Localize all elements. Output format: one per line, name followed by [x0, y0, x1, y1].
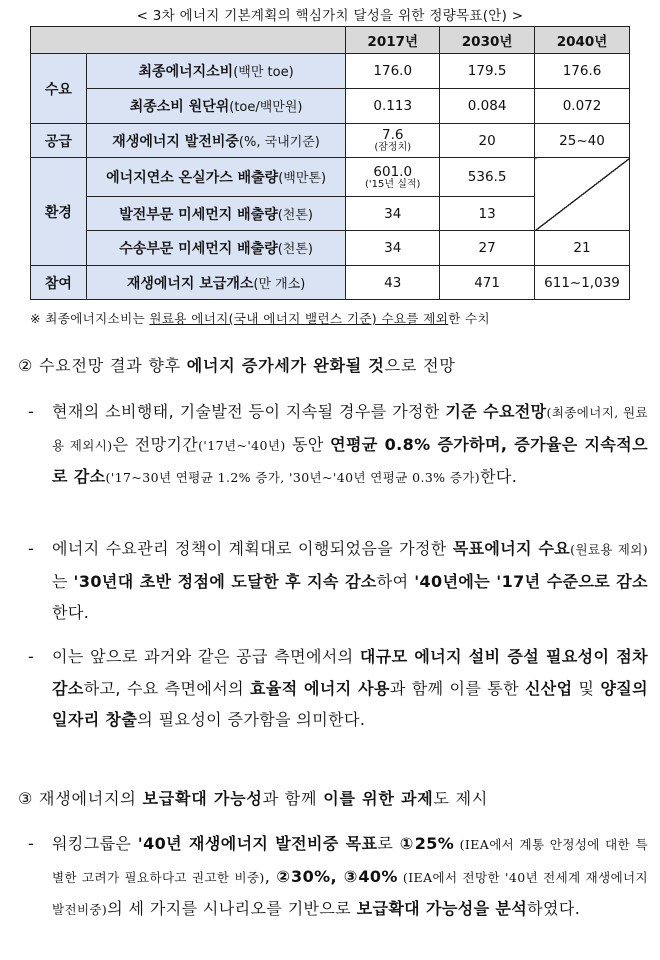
table-caption: < 3차 에너지 기본계획의 핵심가치 달성을 위한 정량목표(안) > [136, 8, 524, 24]
header-2040: 2040년 [535, 27, 630, 54]
category-participation: 참여 [31, 266, 87, 300]
value-2030: 0.084 [440, 89, 535, 124]
indicator-renewable-sites: 재생에너지 보급개소(만 개소) [86, 266, 345, 300]
table-row [31, 231, 630, 266]
value-2017: 7.6 (잠정치) [346, 124, 440, 158]
paragraph-implication: - 이는 앞으로 과거와 같은 공급 측면에서의 대규모 에너지 설비 증설 필요성이 점차 감소하고, 수요 측면에서의 효율적 에너지 사용과 함께 이를 통한 신산업 및 양질의 일자리 창출의 필요성이 증가함을 의미한다. [28, 641, 648, 736]
section-heading-2: ② 수요전망 결과 향후 에너지 증가세가 완화될 것으로 전망 [18, 356, 456, 375]
value-2017: 176.0 [346, 54, 440, 89]
bullet-dash: - [28, 539, 35, 558]
empty-diagonal-cell [535, 158, 630, 231]
category-environment: 환경 [31, 158, 87, 266]
value-2040: 176.6 [535, 54, 630, 89]
value-2030: 471 [440, 266, 535, 300]
value-2030: 20 [440, 124, 535, 158]
value-2030: 27 [440, 231, 535, 266]
value-2040: 21 [535, 231, 630, 266]
section-heading-3: ③ 재생에너지의 보급확대 가능성과 함께 이를 위한 과제도 제시 [18, 789, 489, 808]
indicator-final-energy: 최종에너지소비(백만 toe) [86, 54, 345, 89]
header-blank [31, 27, 346, 54]
table-row [31, 124, 630, 158]
table-row [31, 266, 630, 300]
paragraph-renewable-scenarios: - 워킹그룹은 '40년 재생에너지 발전비중 목표로 ①25% (IEA에서 계통 안정성에 대한 특별한 고려가 필요하다고 권고한 비중), ②30%, ③40% (IEA에서 전망한 '40년 전세계 재생에너지 발전비중)의 세 가지를 시나리오를 기반으로 보급확대 가능성을 분석하였다. [28, 828, 648, 926]
indicator-transport-dust: 수송부문 미세먼지 배출량(천톤) [86, 231, 345, 266]
table-row [31, 54, 630, 89]
value-2040: 611~1,039 [535, 266, 630, 300]
table-row [31, 89, 630, 124]
quantitative-goals-table [30, 26, 630, 300]
value-2017: 34 [346, 231, 440, 266]
indicator-ghg-emissions: 에너지연소 온실가스 배출량(백만톤) [86, 158, 345, 197]
value-2017: 43 [346, 266, 440, 300]
header-2030: 2030년 [440, 27, 535, 54]
table-row [31, 158, 630, 197]
value-2040: 0.072 [535, 89, 630, 124]
table-header-row [31, 27, 630, 54]
paragraph-target-demand: - 에너지 수요관리 정책이 계획대로 이행되었음을 가정한 목표에너지 수요(원료용 제외)는 '30년대 초반 정점에 도달한 후 지속 감소하여 '40년에는 '17년 수준으로 감소한다. [28, 533, 648, 629]
value-2030: 536.5 [440, 158, 535, 197]
value-2030: 179.5 [440, 54, 535, 89]
indicator-energy-intensity: 최종소비 원단위(toe/백만원) [86, 89, 345, 124]
value-2040: 25~40 [535, 124, 630, 158]
value-2017: 0.113 [346, 89, 440, 124]
bullet-dash: - [28, 647, 35, 666]
header-2017: 2017년 [346, 27, 440, 54]
value-2017: 601.0 ('15년 실적) [346, 158, 440, 197]
bullet-dash: - [28, 834, 35, 853]
paragraph-baseline-demand: - 현재의 소비행태, 기술발전 등이 지속될 경우를 가정한 기준 수요전망(최종에너지, 원료용 제외시)은 전망기간('17년~'40년) 동안 연평균 0.8% 증가하며, 증가율은 지속적으로 감소('17~30년 연평균 1.2% 증가, '30년~'40년 연평균 0.3% 증가)한다. [28, 396, 648, 494]
indicator-power-dust: 발전부문 미세먼지 배출량(천톤) [86, 197, 345, 231]
value-2030: 13 [440, 197, 535, 231]
category-supply: 공급 [31, 124, 87, 158]
table-footnote: ※ 최종에너지소비는 원료용 에너지(국내 에너지 밸런스 기준) 수요를 제외한 수치 [30, 311, 491, 326]
indicator-renewable-share: 재생에너지 발전비중(%, 국내기준) [86, 124, 345, 158]
bullet-dash: - [28, 402, 35, 421]
value-2017: 34 [346, 197, 440, 231]
category-demand: 수요 [31, 54, 87, 124]
